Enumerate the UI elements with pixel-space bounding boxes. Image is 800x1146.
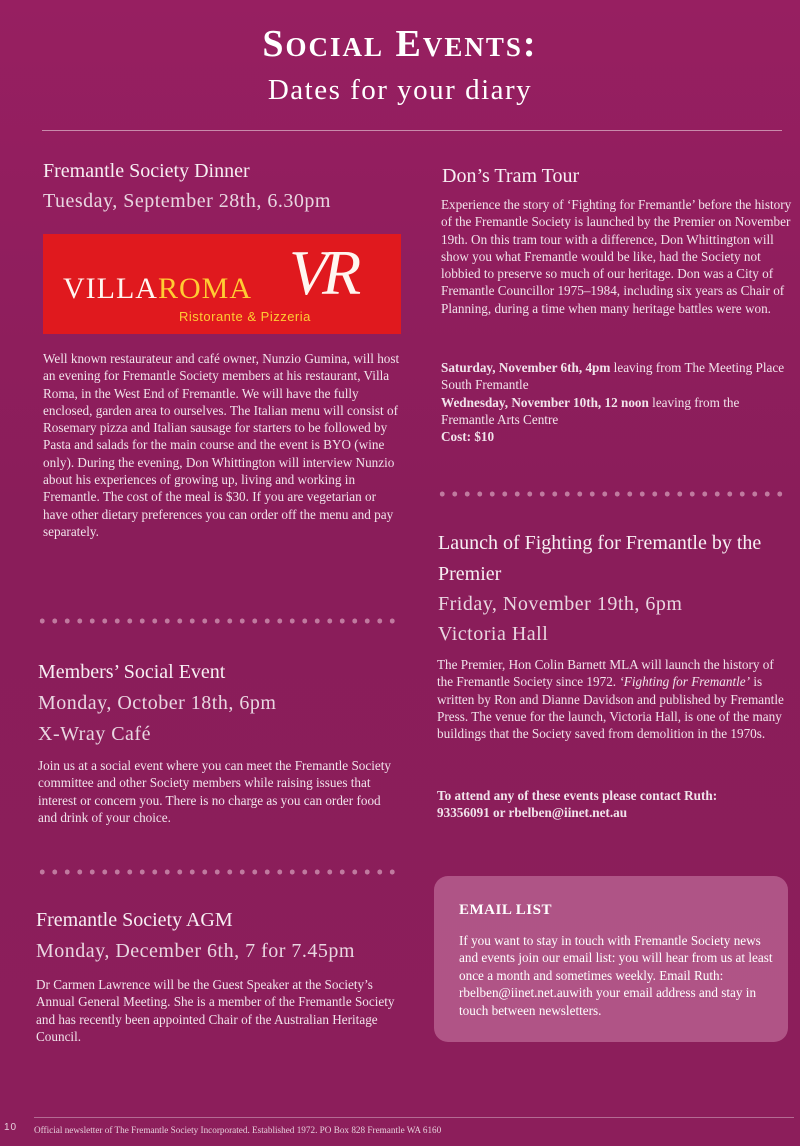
social-date: Monday, October 18th, 6pm bbox=[38, 692, 277, 714]
launch-title: Launch of Fighting for Fremantle by the Premier bbox=[438, 532, 762, 585]
page-number: 10 bbox=[4, 1122, 18, 1133]
social-title: Members’ Social Event bbox=[38, 661, 226, 683]
agm-description: Dr Carmen Lawrence will be the Guest Speaker at the Society’s Annual General Meeting. She is a member of the Fremantle Society and has recently been appointed Chair of the Australian Heritage Council. bbox=[36, 977, 395, 1044]
launch-date: Friday, November 19th, 6pm bbox=[438, 593, 683, 615]
launch-venue: Victoria Hall bbox=[438, 623, 549, 645]
launch-description: The Premier, Hon Colin Barnett MLA will launch the history of the Fremantle Society since 1972. ‘Fighting for Fremantle’ is written by Ron and Dianne Davidson and published by Fremantle Press. The venue for the launch, Victoria Hall, is one of the many buildings that the Society saved from demolition in the 1970s. bbox=[437, 657, 784, 742]
header-divider bbox=[42, 130, 782, 131]
divider-dots bbox=[436, 490, 788, 498]
divider-dots bbox=[36, 617, 402, 625]
tram-sessions: Saturday, November 6th, 4pm leaving from The Meeting Place South Fremantle Wednesday, November 10th, 12 noon leaving from the Fremantle Arts Centre Cost: $10 bbox=[441, 360, 785, 445]
social-venue: X-Wray Café bbox=[38, 723, 151, 745]
villa-roma-logo bbox=[43, 234, 401, 334]
logo-wordmark: VILLAROMA bbox=[63, 272, 252, 305]
divider-dots bbox=[36, 868, 402, 876]
logo-monogram: VR bbox=[289, 237, 356, 308]
page-subtitle: Dates for your diary bbox=[267, 74, 533, 106]
contact-info: To attend any of these events please contact Ruth: 93356091 or rbelben@iinet.net.au bbox=[437, 788, 718, 821]
social-description: Join us at a social event where you can meet the Fremantle Society committee and other Society members while raising issues that interest or concern you. There is no charge as you can order food and drink of your choice. bbox=[38, 758, 392, 825]
logo-tagline: Ristorante & Pizzeria bbox=[179, 309, 311, 324]
email-list-text: If you want to stay in touch with Fremantle Society news and events join our email list: you will hear from us at least once a month and sometimes weekly. Email Ruth: rbelben@iinet.net.auwith your email address and stay in touch between newsletters. bbox=[459, 933, 773, 1018]
tram-title: Don’s Tram Tour bbox=[442, 165, 580, 187]
dinner-date: Tuesday, September 28th, 6.30pm bbox=[43, 190, 331, 212]
dinner-description: Well known restaurateur and café owner, Nunzio Gumina, will host an evening for Fremantle Society members at his restaurant, Villa Roma, in the West End of Fremantle. We will have the fully enclosed, garden area to ourselves. The Italian menu will consist of Rosemary pizza and Italian sausage for starters to be followed by Pasta and salads for the main course and the event is BYO (wine only). During the evening, Don Whittington will interview Nunzio about his experiences of growing up, living and working in Fremantle. The cost of the meal is $30. If you are vegetarian or have other dietary preferences you can order off the menu and pay separately. bbox=[43, 351, 400, 539]
tram-description: Experience the story of ‘Fighting for Fremantle’ before the history of the Fremantle Society is launched by the Premier on November 19th. On this tram tour with a difference, Don Whittington will show you what Fremantle would be like, had the Society not lobbied to preserve so much of our heritage. Don was a City of Fremantle Councillor 1975–1984, including six years as Chair of Planning, during a time when many heritage battles were won. bbox=[441, 197, 792, 316]
tram-cost: Cost: $10 bbox=[441, 429, 495, 445]
tram-session2-when: Wednesday, November 10th, 12 noon bbox=[441, 394, 649, 410]
footer-divider bbox=[34, 1117, 794, 1118]
agm-date: Monday, December 6th, 7 for 7.45pm bbox=[36, 940, 355, 962]
email-list-panel bbox=[434, 876, 788, 1042]
tram-session1-when: Saturday, November 6th, 4pm bbox=[441, 360, 611, 375]
page-title: Social Events: bbox=[262, 23, 538, 65]
email-list-heading: EMAIL LIST bbox=[459, 902, 552, 918]
footer-note: Official newsletter of The Fremantle Society Incorporated. Established 1972. PO Box 828 Fremantle WA 6160 bbox=[34, 1125, 442, 1135]
dinner-title: Fremantle Society Dinner bbox=[43, 160, 250, 182]
agm-title: Fremantle Society AGM bbox=[36, 909, 233, 931]
